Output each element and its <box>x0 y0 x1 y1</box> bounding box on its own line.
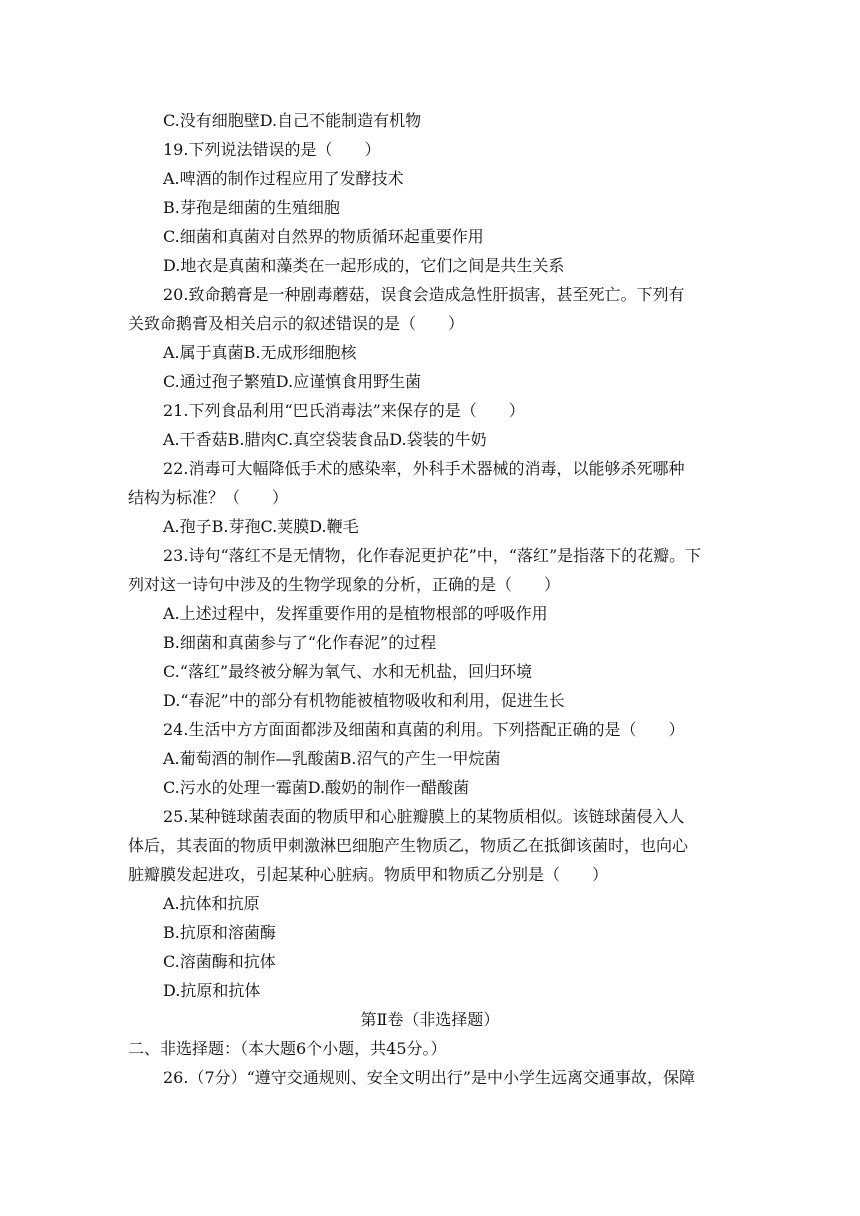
option-line: A.抗体和抗原 <box>163 894 260 913</box>
option-line: C.没有细胞壁D.自己不能制造有机物 <box>163 111 422 130</box>
question-25-stem-cont: 脏瓣膜发起进攻，引起某种心脏病。物质甲和物质乙分别是（ ） <box>128 865 609 884</box>
section-title: 第Ⅱ卷（非选择题） <box>360 1010 500 1029</box>
question-25-stem: 25.某种链球菌表面的物质甲和心脏瓣膜上的某物质相似。该链球菌侵入人 <box>163 807 685 826</box>
option-line: B.抗原和溶菌酶 <box>163 923 276 942</box>
option-line: A.葡萄酒的制作—乳酸菌B.沼气的产生一甲烷菌 <box>163 749 501 768</box>
question-22-stem: 22.消毒可大幅降低手术的感染率，外科手术器械的消毒，以能够杀死哪种 <box>163 459 685 478</box>
question-23-stem-cont: 列对这一诗句中涉及的生物学现象的分析，正确的是（ ） <box>128 575 561 594</box>
option-line: C.溶菌酶和抗体 <box>163 952 276 971</box>
question-20-stem: 20.致命鹅膏是一种剧毒蘑菇，误食会造成急性肝损害，甚至死亡。下列有 <box>163 285 685 304</box>
question-20-stem-cont: 关致命鹅膏及相关启示的叙述错误的是（ ） <box>128 314 465 333</box>
question-19-stem: 19.下列说法错误的是（ ） <box>163 140 381 159</box>
question-21-stem: 21.下列食品利用“巴氏消毒法”来保存的是（ ） <box>163 401 525 420</box>
option-line: C.污水的处理一霉菌D.酸奶的制作一醋酸菌 <box>163 778 470 797</box>
question-22-stem-cont: 结构为标准？（ ） <box>128 488 289 507</box>
question-23-stem: 23.诗句“落红不是无情物，化作春泥更护花”中，“落红”是指落下的花瓣。下 <box>163 546 702 565</box>
question-25-stem-cont: 体后，其表面的物质甲刺激淋巴细胞产生物质乙，物质乙在抵御该菌时，也向心 <box>128 836 689 855</box>
option-line: B.芽孢是细菌的生殖细胞 <box>163 198 340 217</box>
option-line: C.通过孢子繁殖D.应谨慎食用野生菌 <box>163 372 422 391</box>
option-line: D.地衣是真菌和藻类在一起形成的，它们之间是共生关系 <box>163 256 565 275</box>
option-line: A.啤酒的制作过程应用了发酵技术 <box>163 169 404 188</box>
section-heading: 二、非选择题：（本大题6个小题，共45分。） <box>128 1039 447 1058</box>
option-line: D.抗原和抗体 <box>163 981 261 1000</box>
option-line: A.干香菇B.腊肉C.真空袋装食品D.袋装的牛奶 <box>163 430 487 449</box>
option-line: D.“春泥”中的部分有机物能被植物吸收和利用，促进生长 <box>163 691 565 710</box>
option-line: A.属于真菌B.无成形细胞核 <box>163 343 357 362</box>
option-line: A.上述过程中，发挥重要作用的是植物根部的呼吸作用 <box>163 604 548 623</box>
question-24-stem: 24.生活中方方面面都涉及细菌和真菌的利用。下列搭配正确的是（ ） <box>163 720 685 739</box>
option-line: A.孢子B.芽孢C.荚膜D.鞭毛 <box>163 517 359 536</box>
option-line: B.细菌和真菌参与了“化作春泥”的过程 <box>163 633 437 652</box>
option-line: C.“落红”最终被分解为氧气、水和无机盐，回归环境 <box>163 662 533 681</box>
question-26-stem: 26.（7分）“遵守交通规则、安全文明出行”是中小学生远离交通事故，保障 <box>163 1068 695 1087</box>
option-line: C.细菌和真菌对自然界的物质循环起重要作用 <box>163 227 484 246</box>
